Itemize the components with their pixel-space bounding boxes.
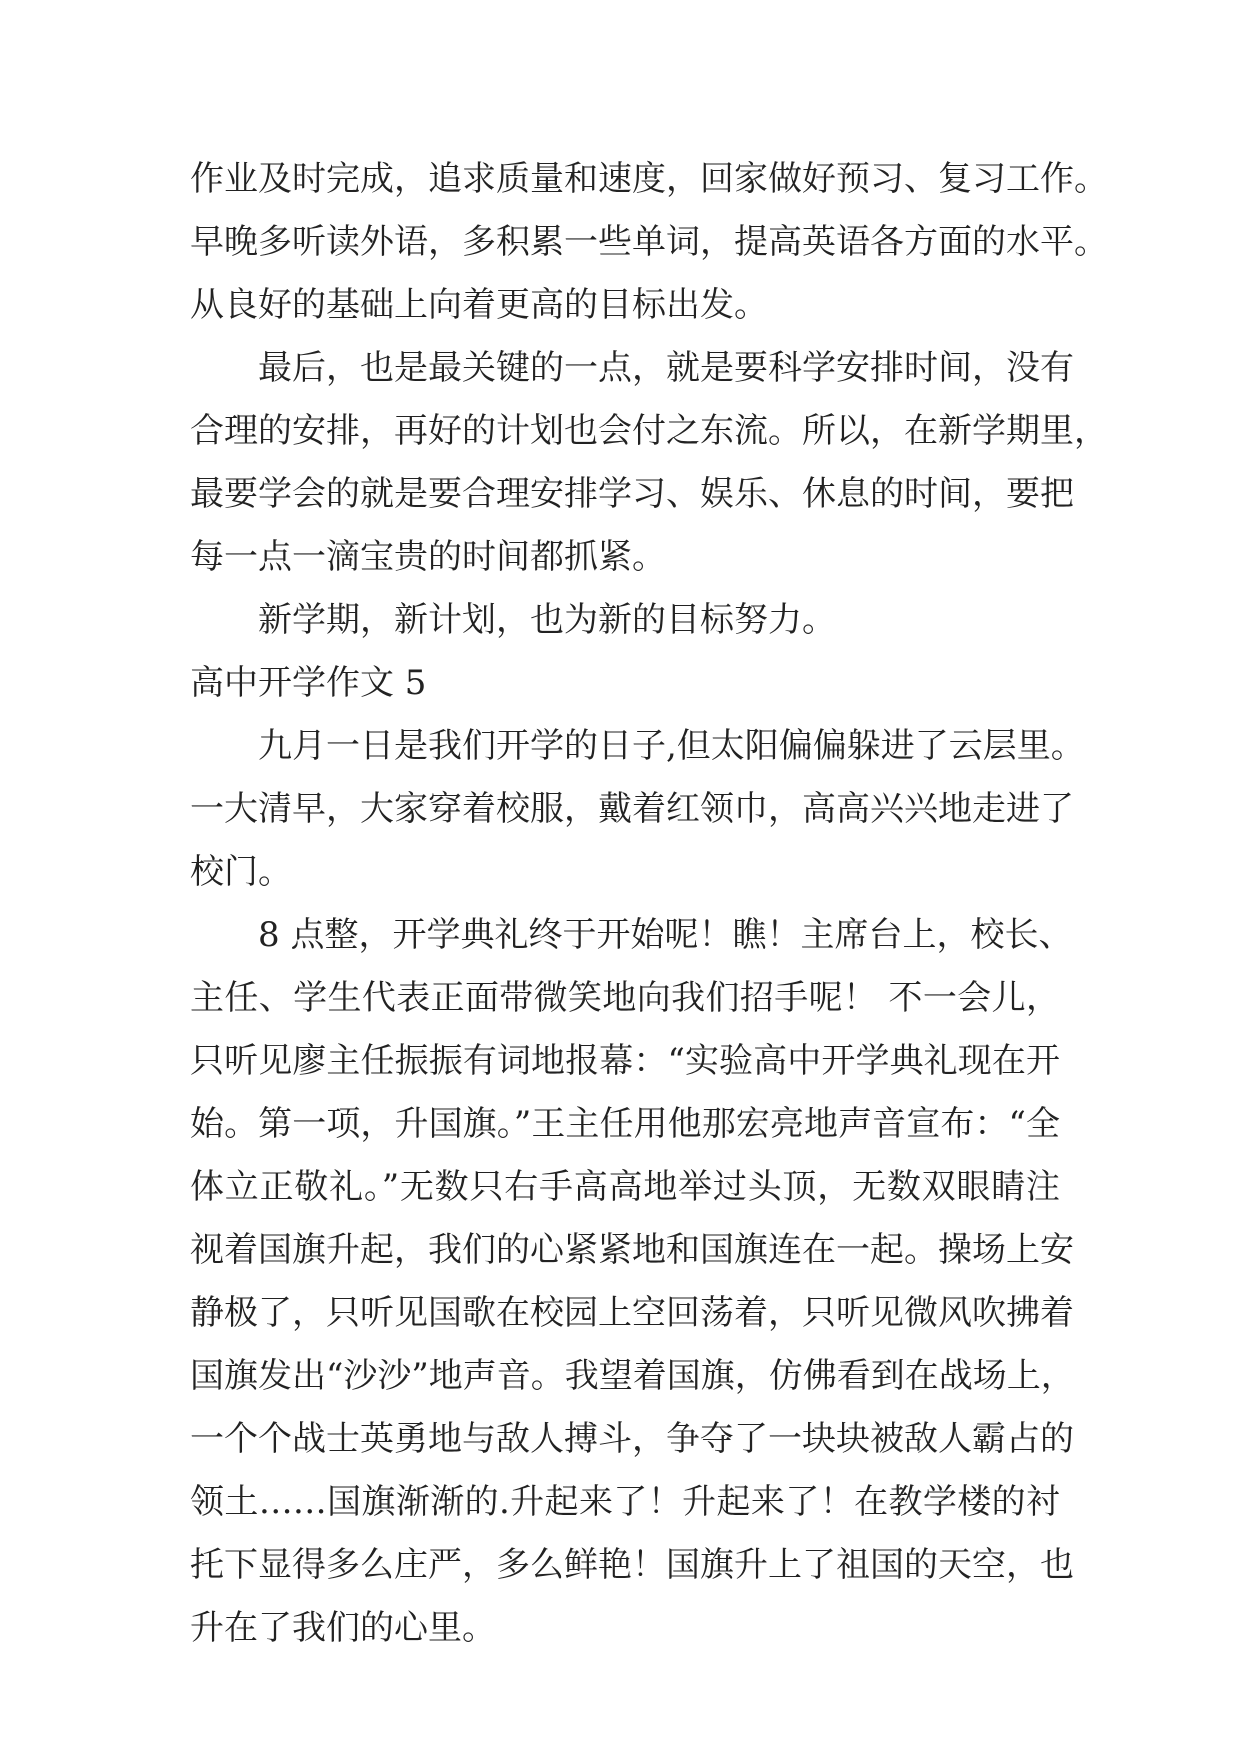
document-body xyxy=(190,148,1108,1660)
text-line: 始。第一项，升国旗。”王主任用他那宏亮地声音宣布：“全 xyxy=(190,1104,1060,1144)
text-line: 国旗发出“沙沙”地声音。我望着国旗，仿佛看到在战场上， xyxy=(190,1356,1075,1396)
text-line: 最后，也是最关键的一点，就是要科学安排时间，没有 xyxy=(258,348,1074,388)
text-line: 8 点整，开学典礼终于开始呢！瞧！主席台上，校长、 xyxy=(258,915,1073,955)
paragraph-ceremony xyxy=(190,904,1075,1660)
text-line: 作业及时完成，追求质量和速度，回家做好预习、复习工作。 xyxy=(190,159,1108,199)
text-line: 合理的安排，再好的计划也会付之东流。所以，在新学期里， xyxy=(190,411,1108,451)
essay-heading: 高中开学作文 5 xyxy=(190,663,427,703)
paragraph-time-management xyxy=(190,337,1108,589)
text-line: 最要学会的就是要合理安排学习、娱乐、休息的时间，要把 xyxy=(190,474,1074,514)
text-line: 九月一日是我们开学的日子,但太阳偏偏躲进了云层里。 xyxy=(258,726,1085,766)
text-line: 校门。 xyxy=(190,852,292,892)
text-line: 一大清早，大家穿着校服，戴着红领巾，高高兴兴地走进了 xyxy=(190,789,1074,829)
text-line: 升在了我们的心里。 xyxy=(190,1608,496,1648)
text-line: 早晚多听读外语，多积累一些单词，提高英语各方面的水平。 xyxy=(190,222,1108,262)
text-line: 托下显得多么庄严，多么鲜艳！国旗升上了祖国的天空，也 xyxy=(190,1545,1074,1585)
text-line: 视着国旗升起，我们的心紧紧地和国旗连在一起。操场上安 xyxy=(190,1230,1074,1270)
paragraph-first-day xyxy=(190,715,1085,904)
text-line: 从良好的基础上向着更高的目标出发。 xyxy=(190,285,768,325)
text-line: 只听见廖主任振振有词地报幕：“实验高中开学典礼现在开 xyxy=(190,1041,1060,1081)
text-line: 领土……国旗渐渐的.升起来了！升起来了！在教学楼的衬 xyxy=(190,1482,1060,1522)
text-line: 一个个战士英勇地与敌人搏斗，争夺了一块块被敌人霸占的 xyxy=(190,1419,1074,1459)
text-line: 静极了，只听见国歌在校园上空回荡着，只听见微风吹拂着 xyxy=(190,1293,1074,1333)
text-line: 新学期，新计划，也为新的目标努力。 xyxy=(258,600,836,640)
paragraph-new-semester xyxy=(190,589,1060,652)
text-line: 每一点一滴宝贵的时间都抓紧。 xyxy=(190,537,666,577)
paragraph-homework xyxy=(190,148,1108,337)
text-line: 主任、学生代表正面带微笑地向我们招手呢！ 不一会儿， xyxy=(190,978,1060,1018)
text-line: 体立正敬礼。”无数只右手高高地举过头顶，无数双眼睛注 xyxy=(190,1167,1060,1207)
